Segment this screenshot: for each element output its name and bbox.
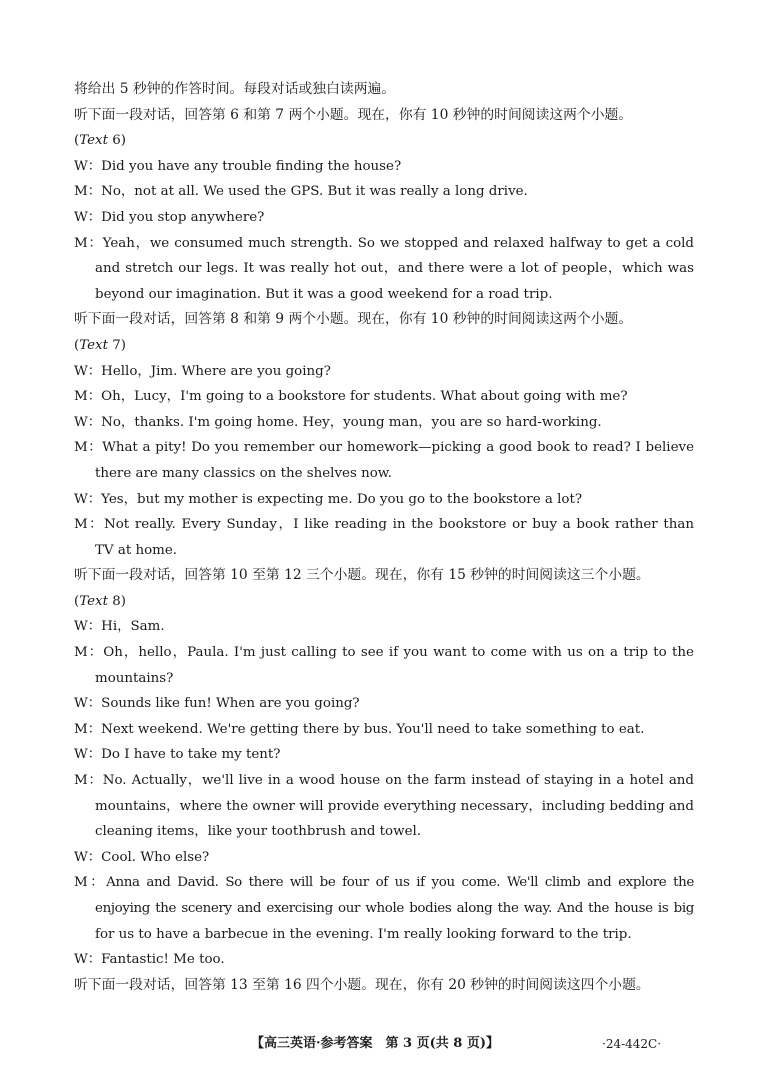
instruction-line: 听下面一段对话，回答第 8 和第 9 两个小题。现在，你有 10 秒钟的时间阅读这两个小题。 — [74, 311, 633, 328]
dialogue-line: M：Yeah，we consumed much strength. So we stopped and relaxed halfway to get a cold — [74, 235, 694, 251]
dialogue-line-continued: enjoying the scenery and exercising our whole bodies along the way. And the house is big — [95, 901, 694, 916]
instruction-line: 听下面一段对话，回答第 13 至第 16 四个小题。现在，你有 20 秒钟的时间阅读这四个小题。 — [74, 976, 650, 993]
dialogue-line: M：Not really. Every Sunday，I like reading in the bookstore or buy a book rather than — [74, 517, 694, 533]
text-label: (Text 8) — [74, 593, 126, 609]
dialogue-line: W：Do I have to take my tent? — [74, 747, 281, 763]
dialogue-line-continued: there are many classics on the shelves now. — [95, 465, 392, 481]
dialogue-line-continued: mountains，where the owner will provide everything necessary，including bedding and — [95, 798, 694, 814]
dialogue-line: W：No，thanks. I'm going home. Hey，young man，you are so hard-working. — [74, 414, 602, 430]
dialogue-line: M：Oh，hello，Paula. I'm just calling to see if you want to come with us on a trip to the — [74, 645, 694, 661]
footer-doc-code: ·24-442C· — [602, 1037, 662, 1051]
dialogue-line: M：No. Actually，we'll live in a wood house on the farm instead of staying in a hotel and — [74, 773, 694, 789]
instruction-line: 将给出 5 秒钟的作答时间。每段对话或独白读两遍。 — [74, 81, 396, 97]
dialogue-line: W：Yes，but my mother is expecting me. Do you go to the bookstore a lot? — [74, 491, 583, 507]
dialogue-line-continued: for us to have a barbecue in the evening. I'm really looking forward to the trip. — [95, 926, 632, 942]
dialogue-line: M：Next weekend. We're getting there by bus. You'll need to take something to eat. — [74, 721, 645, 737]
dialogue-line-continued: cleaning items，like your toothbrush and towel. — [95, 824, 422, 840]
dialogue-line: W：Cool. Who else? — [74, 849, 210, 865]
dialogue-line: M：No，not at all. We used the GPS. But it was really a long drive. — [74, 184, 528, 200]
dialogue-line: W：Sounds like fun! When are you going? — [74, 696, 360, 712]
text-label: (Text 7) — [74, 337, 126, 353]
footer-page-info: 【高三英语·参考答案 第 3 页(共 8 页)】 — [251, 1036, 500, 1051]
text-label: (Text 6) — [74, 133, 126, 149]
page-footer — [0, 1033, 764, 1055]
dialogue-line-continued: beyond our imagination. But it was a good weekend for a road trip. — [95, 286, 553, 302]
dialogue-line: M：Anna and David. So there will be four of us if you come. We'll climb and explore the — [74, 875, 694, 891]
instruction-line: 听下面一段对话，回答第 10 至第 12 三个小题。现在，你有 15 秒钟的时间阅读这三个小题。 — [74, 567, 650, 584]
dialogue-line: W：Hello，Jim. Where are you going? — [74, 363, 331, 379]
dialogue-line: W：Fantastic! Me too. — [74, 952, 225, 968]
dialogue-line: W：Did you stop anywhere? — [74, 209, 265, 225]
dialogue-line-continued: and stretch our legs. It was really hot out，and there were a lot of people，which was — [95, 261, 694, 277]
dialogue-line: M：Oh，Lucy，I'm going to a bookstore for students. What about going with me? — [74, 389, 628, 405]
dialogue-line-continued: TV at home. — [95, 542, 178, 558]
instruction-line: 听下面一段对话，回答第 6 和第 7 两个小题。现在，你有 10 秒钟的时间阅读这两个小题。 — [74, 106, 633, 123]
dialogue-line: M：What a pity! Do you remember our homework—picking a good book to read? I believe — [74, 440, 694, 456]
dialogue-line: W：Hi，Sam. — [74, 619, 165, 635]
transcript-body — [74, 77, 694, 998]
dialogue-line: W：Did you have any trouble finding the house? — [74, 158, 402, 174]
dialogue-line-continued: mountains? — [95, 670, 174, 686]
